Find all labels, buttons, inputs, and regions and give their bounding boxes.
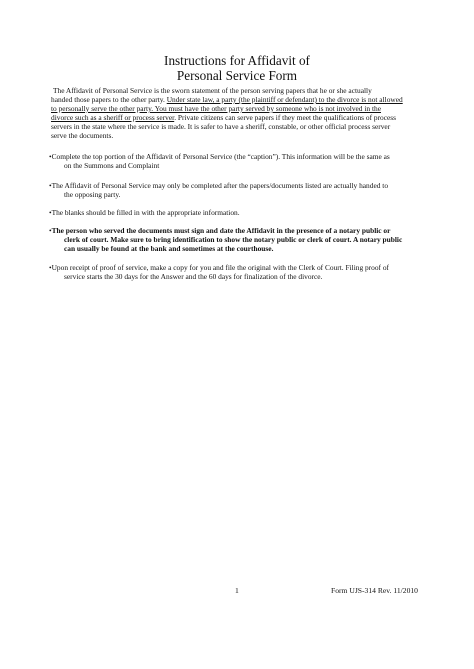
- intro-text: . Private citizens can serve papers if they meet the qualifications of process: [174, 113, 397, 122]
- bullet-line: •Complete the top portion of the Affidavit of Personal Service (the “caption”). This information will be the same as: [49, 152, 390, 161]
- bullet-marker: •: [49, 226, 52, 235]
- bullet-line: [49, 226, 390, 235]
- intro-line: [51, 95, 403, 104]
- bullet-bold-text: The person who served the documents must sign and date the Affidavit in the presence of a notary public or: [51, 226, 391, 235]
- intro-underlined-text: divorce such as a sheriff or process server: [51, 113, 175, 122]
- intro-line: serve the documents.: [51, 131, 114, 140]
- bullet-line: on the Summons and Complaint: [64, 161, 160, 170]
- intro-line: [51, 113, 396, 122]
- bullet-line: •Upon receipt of proof of service, make a copy for you and file the original with the Clerk of Court. Filing proof of: [49, 263, 390, 272]
- intro-line: The Affidavit of Personal Service is the sworn statement of the person serving papers that he or she actually: [53, 86, 372, 95]
- bullet-line: •The blanks should be filled in with the appropriate information.: [49, 208, 240, 217]
- bullet-line: the opposing party.: [64, 190, 121, 199]
- bullet-bold-line: clerk of court. Make sure to bring identification to show the notary public or clerk of court. A notary public: [64, 235, 403, 244]
- bullet-line: •The Affidavit of Personal Service may only be completed after the papers/documents listed are actually handed to: [49, 181, 389, 190]
- document-title-line1: Instructions for Affidavit of: [164, 53, 310, 68]
- bullet-bold-line: can usually be found at the bank and sometimes at the courthouse.: [64, 244, 274, 253]
- intro-underlined-text: Under state law, a party (the plaintiff or defendant) to the divorce is not allowed: [166, 95, 403, 104]
- intro-underlined-line: to personally serve the other party. You must have the other party served by someone who is not involved in the: [51, 104, 381, 113]
- document-title-line2: Personal Service Form: [176, 68, 298, 83]
- bullet-line: service starts the 30 days for the Answer and the 60 days for finalization of the divorce.: [64, 272, 323, 281]
- form-identifier: Form UJS-314 Rev. 11/2010: [331, 586, 418, 595]
- intro-text: handed those papers to the other party.: [51, 95, 167, 104]
- page-number: 1: [235, 586, 239, 595]
- intro-line: servers in the state where the service is made. It is safer to have a sheriff, constable, or other official process server: [51, 122, 391, 131]
